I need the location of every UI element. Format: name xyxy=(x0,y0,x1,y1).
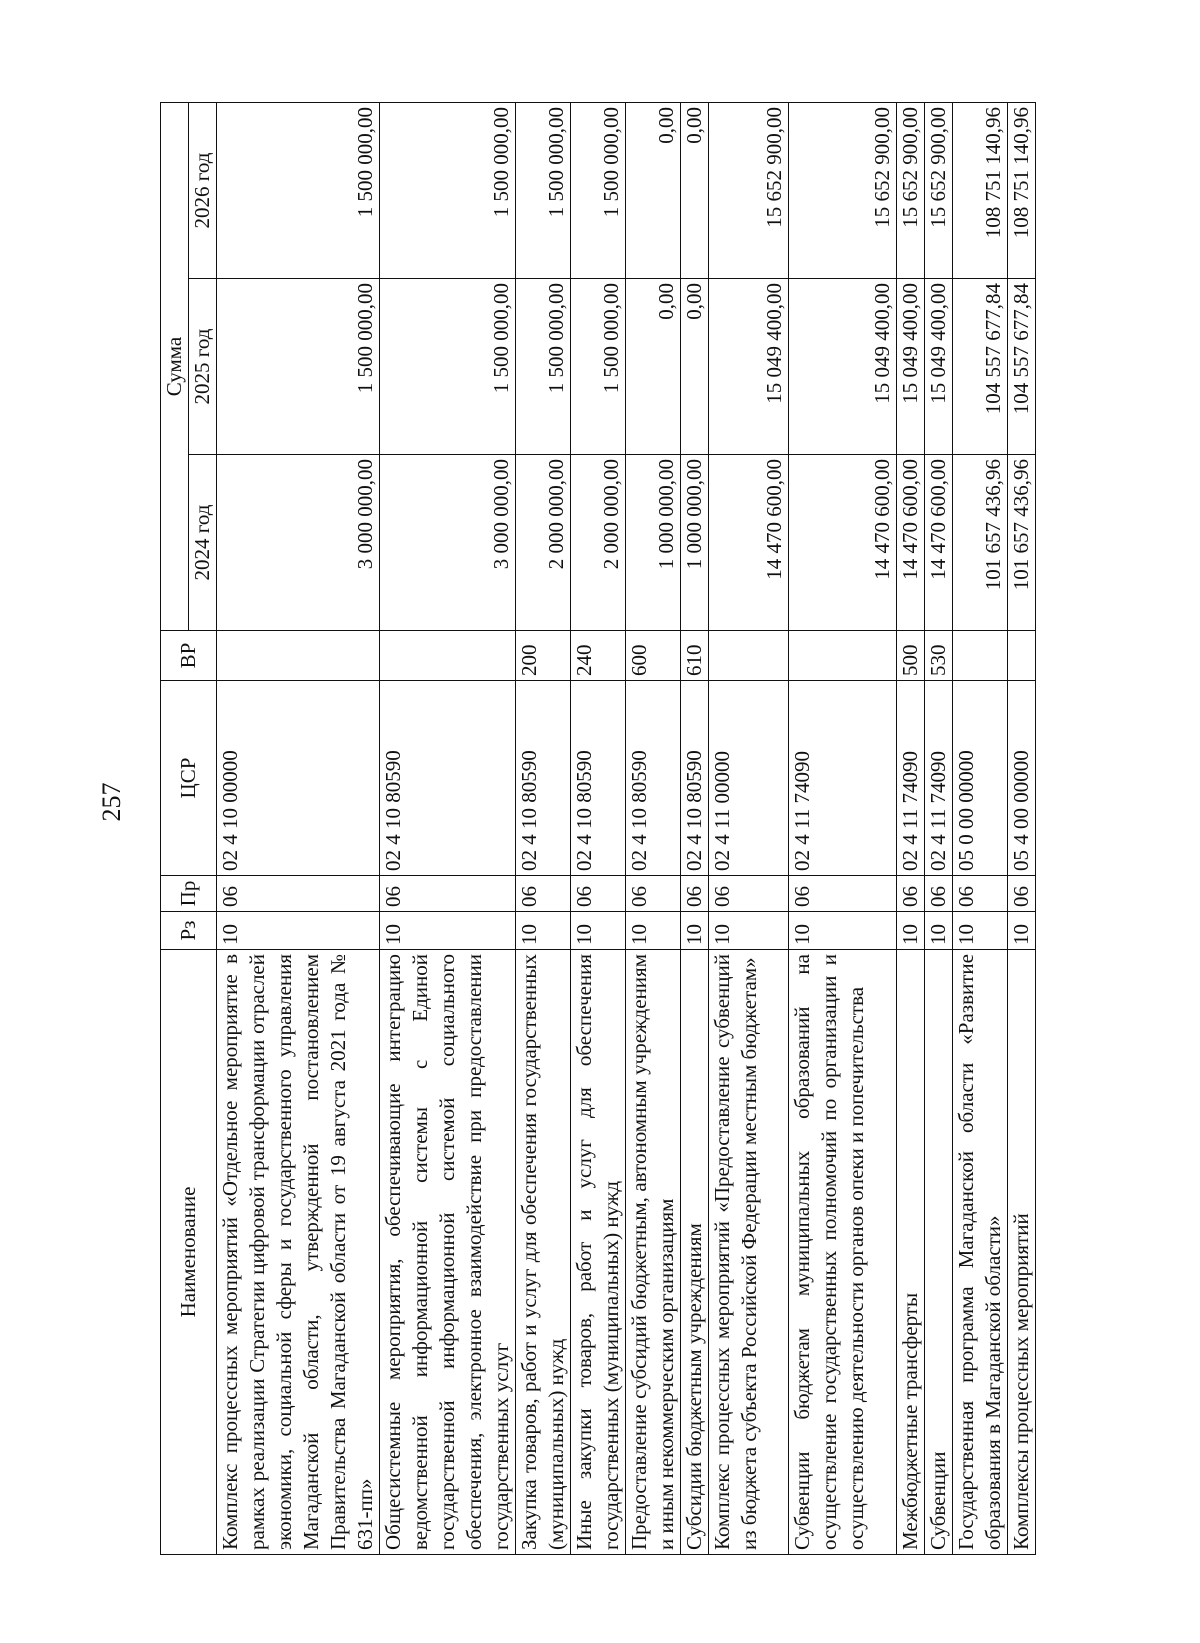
table-row xyxy=(571,102,626,1554)
header-rz: Рз xyxy=(161,912,217,950)
row-amount-2024: 2 000 000,00 xyxy=(571,455,626,631)
row-amount-2026: 15 652 900,00 xyxy=(897,102,925,278)
row-amount-2026: 108 751 140,96 xyxy=(1008,102,1036,278)
row-csr: 02 4 10 80590 xyxy=(571,681,626,876)
table-row xyxy=(626,102,681,1554)
row-name: Общесистемные мероприятия, обеспечивающие интеграцию ведомственной информационной системы с Единой государственной информационной системой социального обеспечения, электронное взаимодействие при предоставлении государственных услуг xyxy=(380,950,516,1555)
row-pr: 06 xyxy=(1008,876,1036,912)
row-vr xyxy=(789,631,897,681)
row-amount-2026: 15 652 900,00 xyxy=(789,102,897,278)
row-amount-2025: 1 500 000,00 xyxy=(380,279,516,455)
header-csr: ЦСР xyxy=(161,681,217,876)
row-vr: 600 xyxy=(626,631,681,681)
row-csr: 02 4 10 00000 xyxy=(217,681,380,876)
row-amount-2024: 101 657 436,96 xyxy=(1008,455,1036,631)
row-vr xyxy=(1008,631,1036,681)
row-amount-2024: 14 470 600,00 xyxy=(897,455,925,631)
budget-table xyxy=(160,102,1036,1555)
row-vr: 500 xyxy=(897,631,925,681)
table-row xyxy=(897,102,925,1554)
row-vr xyxy=(380,631,516,681)
row-rz: 10 xyxy=(681,912,709,950)
table-row xyxy=(709,102,789,1554)
row-amount-2025: 15 049 400,00 xyxy=(897,279,925,455)
row-amount-2024: 2 000 000,00 xyxy=(516,455,571,631)
row-rz: 10 xyxy=(516,912,571,950)
row-rz: 10 xyxy=(626,912,681,950)
row-vr: 530 xyxy=(925,631,953,681)
row-pr: 06 xyxy=(953,876,1008,912)
row-csr: 02 4 11 74090 xyxy=(925,681,953,876)
row-amount-2024: 14 470 600,00 xyxy=(709,455,789,631)
row-pr: 06 xyxy=(380,876,516,912)
row-amount-2025: 1 500 000,00 xyxy=(571,279,626,455)
row-amount-2026: 15 652 900,00 xyxy=(709,102,789,278)
row-csr: 02 4 10 80590 xyxy=(626,681,681,876)
row-csr: 02 4 10 80590 xyxy=(681,681,709,876)
row-amount-2026: 15 652 900,00 xyxy=(925,102,953,278)
page-number: 257 xyxy=(97,782,126,822)
row-rz: 10 xyxy=(789,912,897,950)
row-rz: 10 xyxy=(380,912,516,950)
row-amount-2025: 104 557 677,84 xyxy=(1008,279,1036,455)
row-pr: 06 xyxy=(789,876,897,912)
row-csr: 02 4 10 80590 xyxy=(516,681,571,876)
table-row xyxy=(217,102,380,1554)
row-amount-2024: 3 000 000,00 xyxy=(380,455,516,631)
row-amount-2024: 1 000 000,00 xyxy=(626,455,681,631)
row-rz: 10 xyxy=(897,912,925,950)
row-csr: 02 4 11 00000 xyxy=(709,681,789,876)
row-pr: 06 xyxy=(571,876,626,912)
row-pr: 06 xyxy=(925,876,953,912)
row-name: Субсидии бюджетным учреждениям xyxy=(681,950,709,1555)
row-amount-2024: 1 000 000,00 xyxy=(681,455,709,631)
header-vr: ВР xyxy=(161,631,217,681)
row-rz: 10 xyxy=(571,912,626,950)
row-amount-2026: 1 500 000,00 xyxy=(516,102,571,278)
row-rz: 10 xyxy=(217,912,380,950)
row-vr: 200 xyxy=(516,631,571,681)
row-csr: 05 4 00 00000 xyxy=(1008,681,1036,876)
row-rz: 10 xyxy=(925,912,953,950)
row-csr: 02 4 11 74090 xyxy=(789,681,897,876)
row-name: Комплекс процессных мероприятий «Отдельное мероприятие в рамках реализации Стратегии цифровой трансформации отраслей экономики, социальной сферы и государственного управления Магаданской области, утвержденной постановлением Правительства Магаданской области от 19 августа 2021 года № 631-пп» xyxy=(217,950,380,1555)
table-row xyxy=(1008,102,1036,1554)
row-csr: 02 4 10 80590 xyxy=(380,681,516,876)
row-amount-2025: 15 049 400,00 xyxy=(789,279,897,455)
row-name: Субвенции xyxy=(925,950,953,1555)
row-vr xyxy=(217,631,380,681)
row-pr: 06 xyxy=(681,876,709,912)
row-amount-2024: 14 470 600,00 xyxy=(925,455,953,631)
row-amount-2026: 1 500 000,00 xyxy=(571,102,626,278)
table-row xyxy=(925,102,953,1554)
row-pr: 06 xyxy=(709,876,789,912)
row-amount-2026: 0,00 xyxy=(626,102,681,278)
row-amount-2024: 3 000 000,00 xyxy=(217,455,380,631)
row-name: Субвенции бюджетам муниципальных образований на осуществление государственных полномочий по организации и осуществлению деятельности органов опеки и попечительства xyxy=(789,950,897,1555)
row-pr: 06 xyxy=(516,876,571,912)
row-amount-2025: 15 049 400,00 xyxy=(925,279,953,455)
row-vr: 240 xyxy=(571,631,626,681)
row-name: Комплексы процессных мероприятий xyxy=(1008,950,1036,1555)
row-amount-2024: 101 657 436,96 xyxy=(953,455,1008,631)
budget-table-rotated xyxy=(160,103,1033,1555)
row-amount-2025: 104 557 677,84 xyxy=(953,279,1008,455)
row-vr xyxy=(709,631,789,681)
row-amount-2026: 0,00 xyxy=(681,102,709,278)
row-pr: 06 xyxy=(626,876,681,912)
row-amount-2026: 1 500 000,00 xyxy=(380,102,516,278)
row-csr: 02 4 11 74090 xyxy=(897,681,925,876)
row-rz: 10 xyxy=(953,912,1008,950)
row-name: Закупка товаров, работ и услуг для обеспечения государственных (муниципальных) нужд xyxy=(516,950,571,1555)
table-row xyxy=(953,102,1008,1554)
row-amount-2025: 0,00 xyxy=(626,279,681,455)
row-amount-2026: 108 751 140,96 xyxy=(953,102,1008,278)
table-row xyxy=(516,102,571,1554)
row-amount-2025: 1 500 000,00 xyxy=(516,279,571,455)
table-row xyxy=(380,102,516,1554)
header-name: Наименование xyxy=(161,950,217,1555)
row-amount-2025: 0,00 xyxy=(681,279,709,455)
row-vr: 610 xyxy=(681,631,709,681)
row-csr: 05 0 00 00000 xyxy=(953,681,1008,876)
row-pr: 06 xyxy=(217,876,380,912)
row-pr: 06 xyxy=(897,876,925,912)
table-row xyxy=(681,102,709,1554)
row-name: Государственная программа Магаданской области «Развитие образования в Магаданской области» xyxy=(953,950,1008,1555)
row-name: Предоставление субсидий бюджетным, автономным учреждениям и иным некоммерческим организациям xyxy=(626,950,681,1555)
row-rz: 10 xyxy=(1008,912,1036,950)
header-sum: Сумма xyxy=(161,102,189,630)
row-rz: 10 xyxy=(709,912,789,950)
row-name: Иные закупки товаров, работ и услуг для обеспечения государственных (муниципальных) нужд xyxy=(571,950,626,1555)
row-amount-2024: 14 470 600,00 xyxy=(789,455,897,631)
header-pr: Пр xyxy=(161,876,217,912)
row-amount-2025: 15 049 400,00 xyxy=(709,279,789,455)
header-2025: 2025 год xyxy=(189,279,217,455)
row-amount-2026: 1 500 000,00 xyxy=(217,102,380,278)
row-name: Комплекс процессных мероприятий «Предоставление субвенций из бюджета субъекта Российской Федерации местным бюджетам» xyxy=(709,950,789,1555)
row-name: Межбюджетные трансферты xyxy=(897,950,925,1555)
row-amount-2025: 1 500 000,00 xyxy=(217,279,380,455)
row-vr xyxy=(953,631,1008,681)
header-2026: 2026 год xyxy=(189,102,217,278)
table-row xyxy=(789,102,897,1554)
header-2024: 2024 год xyxy=(189,455,217,631)
